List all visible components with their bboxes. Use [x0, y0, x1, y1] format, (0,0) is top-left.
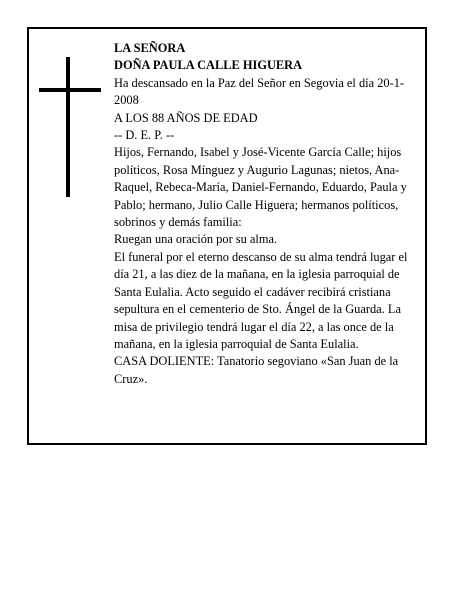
mourning-house: CASA DOLIENTE: Tanatorio segoviano «San Juan de la Cruz».: [114, 354, 399, 386]
obituary-notice: [27, 27, 427, 445]
family-list: Hijos, Fernando, Isabel y José-Vicente García Calle; hijos políticos, Rosa Mínguez y Augurio Lagunas; nietos, Ana-Raquel, Rebeca-María, Daniel-Fernando, Eduardo, Paula y Pablo; hermano, Julio Calle Higuera; hermanos políticos, sobrinos y demás familia:: [114, 145, 407, 230]
cross-vertical-bar: [66, 57, 70, 197]
notice-title: LA SEÑORA: [114, 41, 186, 55]
rip-line: -- D. E. P. --: [114, 128, 175, 143]
prayer-request: Ruegan una oración por su alma.: [114, 232, 278, 247]
obituary-text: [114, 40, 424, 388]
cross-horizontal-bar: [39, 88, 101, 92]
death-statement: Ha descansado en la Paz del Señor en Segovia el día 20-1-2008: [114, 75, 405, 108]
cross-icon: [39, 57, 101, 197]
deceased-name: DOÑA PAULA CALLE HIGUERA: [114, 58, 303, 73]
funeral-details: El funeral por el eterno descanso de su alma tendrá lugar el día 21, a las diez de la mañana, en la iglesia parroquial de Santa Eulalia. Acto seguido el cadáver recibirá cristiana sepultura en el cementerio de Sto. Ángel de la Guarda. La misa de privilegio tendrá lugar el día 22, a las once de la mañana, en la iglesia parroquial de Santa Eulalia.: [114, 249, 408, 351]
age-statement: A LOS 88 AÑOS DE EDAD: [114, 110, 258, 125]
